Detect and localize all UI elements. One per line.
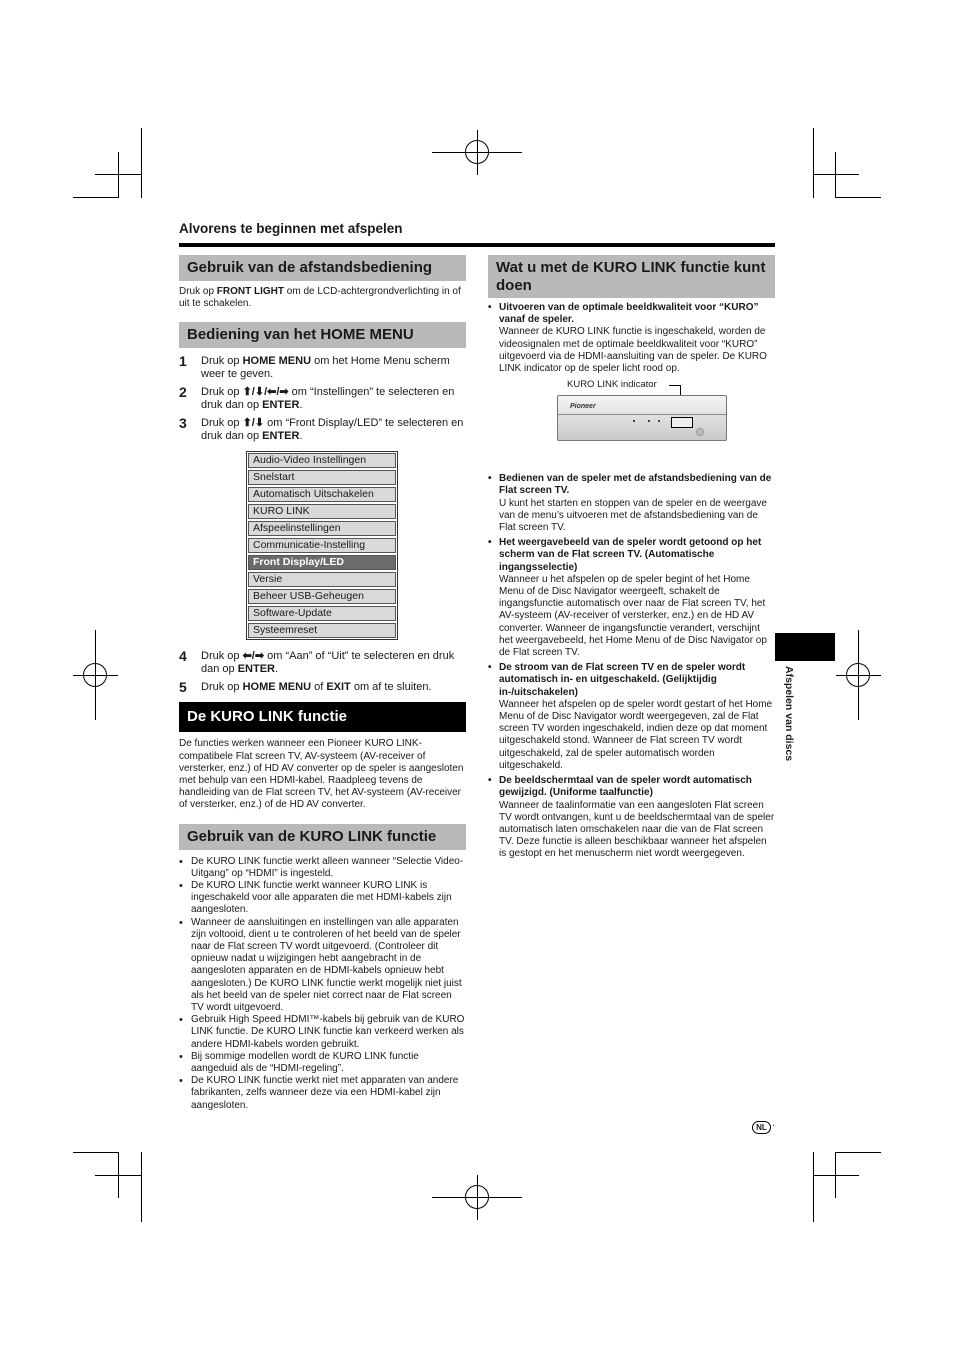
page-dot: · bbox=[772, 1120, 776, 1131]
chapter-tab-label: Afspelen van discs bbox=[783, 666, 795, 762]
crop-mark bbox=[835, 1152, 881, 1153]
arrow-keys-icon: ⬆/⬇ bbox=[242, 417, 265, 430]
chapter-tab bbox=[775, 633, 835, 661]
kuro-usage-list bbox=[179, 856, 466, 1112]
remote-text: Druk op FRONT LIGHT om de LCD-achtergrondverlichting in of uit te schakelen. bbox=[179, 286, 461, 310]
kuro-link-indicator-icon bbox=[671, 417, 693, 428]
registration-circle bbox=[465, 1185, 489, 1209]
step-1: 1 Druk op HOME MENU om het Home Menu scherm weer te geven. bbox=[179, 353, 450, 381]
menu-item-selected: Front Display/LED bbox=[248, 555, 396, 570]
registration-circle bbox=[846, 663, 870, 687]
arrow-keys-icon: ⬅/➡ bbox=[242, 650, 265, 663]
top-rule bbox=[179, 243, 775, 247]
menu-item: Afspeelinstellingen bbox=[248, 521, 396, 536]
step-2: 2 Druk op ⬆/⬇/⬅/➡ om “Instellingen” te selecteren en druk dan op ENTER. bbox=[179, 384, 455, 412]
language-badge: NL bbox=[752, 1121, 771, 1134]
device-illustration bbox=[499, 379, 775, 467]
list-item: • De KURO LINK functie werkt niet met apparaten van andere fabrikanten, zelfs wanneer deze via een HDMI-kabel zijn aangesloten. bbox=[179, 1075, 466, 1112]
crop-mark bbox=[118, 152, 119, 198]
list-item: • Het weergavebeeld van de speler wordt getoond op het scherm van de Flat screen TV. (Automatische ingangsselectie) Wanneer u het afspelen op de speler begint of het Home Menu of de Disc Navigator weergeeft, schakelt de ingangsfunctie automatisch over naar de Flat screen TV, het AV-systeem (AV-receiver of versterker, enz.) en de HD AV converter. Wanneer de ingangsfunctie verandert, verschijnt het weergavebeeld, het Home Menu of de Disc Navigator op de Flat screen TV. bbox=[488, 537, 775, 659]
right-column bbox=[488, 255, 775, 864]
left-column bbox=[179, 255, 466, 1112]
menu-item: Systeemreset bbox=[248, 623, 396, 638]
menu-item: Communicatie-Instelling bbox=[248, 538, 396, 553]
list-item: • Uitvoeren van de optimale beeldkwaliteit voor “KURO” vanaf de speler. Wanneer de KURO LINK functie is ingeschakeld, worden de videosignalen met de optimale beeldkwaliteit voor “KURO” uitgevoerd via de HDMI-aansluiting van de speler. De KURO LINK indicator op de speler licht rood op. KURO LINK indicator Pioneer bbox=[488, 302, 775, 467]
list-item: • De KURO LINK functie werkt wanneer KURO LINK is ingeschakeld voor alle apparaten die met HDMI-kabels zijn aangesloten. bbox=[179, 880, 466, 917]
knob-icon bbox=[696, 428, 704, 436]
crop-mark bbox=[118, 1152, 119, 1198]
menu-item: Snelstart bbox=[248, 470, 396, 485]
crop-mark bbox=[813, 1152, 814, 1222]
kuro-can-do-heading: Wat u met de KURO LINK functie kunt doen bbox=[488, 255, 775, 298]
kuro-usage-heading: Gebruik van de KURO LINK functie bbox=[179, 824, 466, 850]
crop-mark bbox=[73, 1152, 119, 1153]
crop-mark bbox=[813, 174, 859, 175]
crop-mark bbox=[835, 197, 881, 198]
crop-mark bbox=[141, 1152, 142, 1222]
menu-item: Beheer USB-Geheugen bbox=[248, 589, 396, 604]
kuro-link-indicator-label: KURO LINK indicator bbox=[567, 379, 657, 391]
pioneer-logo: Pioneer bbox=[570, 403, 596, 411]
remote-heading: Gebruik van de afstandsbediening bbox=[179, 255, 466, 281]
registration-circle bbox=[465, 140, 489, 164]
arrow-keys-icon: ⬆/⬇/⬅/➡ bbox=[242, 386, 289, 399]
kuro-function-text: De functies werken wanneer een Pioneer KURO LINK-compatibele Flat screen TV, AV-systeem (AV-receiver of versterker, enz.) of HD AV converter op de speler is aangesloten met behulp van een HDMI-kabel. Raadpleeg tevens de handleiding van de Flat screen TV, het AV-systeem (AV-receiver of versterker, enz.) of de HD AV converter. bbox=[179, 738, 464, 811]
menu-item: Software-Update bbox=[248, 606, 396, 621]
list-item: • De KURO LINK functie werkt alleen wanneer “Selectie Video-Uitgang” op “HDMI” is ingesteld. bbox=[179, 856, 466, 880]
kuro-can-do-list bbox=[488, 302, 775, 861]
list-item: • De beeldschermtaal van de speler wordt automatisch gewijzigd. (Uniforme taalfunctie) Wanneer de taalinformatie van een aangesloten Flat screen TV wordt ontvangen, kunt u de beeldschermtaal van de speler automatisch laten omschakelen naar die van de Flat screen TV. Deze functie is alleen beschikbaar wanneer het afspelen is gestopt en het menuscherm niet wordt weergegeven. bbox=[488, 775, 775, 860]
crop-mark bbox=[835, 1152, 836, 1198]
home-menu-steps-2 bbox=[179, 650, 466, 694]
menu-item: KURO LINK bbox=[248, 504, 396, 519]
settings-menu bbox=[246, 451, 398, 640]
menu-item: Automatisch Uitschakelen bbox=[248, 487, 396, 502]
list-item: • Wanneer de aansluitingen en instellingen van alle apparaten zijn voltooid, dient u te controleren of het beeld van de speler naar de Flat screen TV wordt uitgevoerd. (Controleer dit opnieuw nadat u wijzigingen hebt aangebracht in de aangesloten apparaten en de HDMI-kabels opnieuw hebt aangesloten.) De KURO LINK functie werkt mogelijk niet juist als het beeld van de speler niet correct naar de Flat screen TV wordt uitgevoerd. bbox=[179, 917, 466, 1015]
kuro-function-heading: De KURO LINK functie bbox=[179, 702, 466, 732]
player-front-panel bbox=[557, 395, 727, 441]
crop-mark bbox=[73, 197, 119, 198]
step-4: 4 Druk op ⬅/➡ om “Aan” of “Uit” te selecteren en druk dan op ENTER. bbox=[179, 648, 455, 676]
registration-circle bbox=[83, 663, 107, 687]
crop-mark bbox=[813, 1175, 859, 1176]
list-item: • De stroom van de Flat screen TV en de speler wordt automatisch in- en uitgeschakeld. (Gelijktijdig in-/uitschakelen) Wanneer het afspelen op de speler wordt gestart of het Home Menu of de Disc Navigator wordt weergegeven, zal de Flat screen TV worden ingeschakeld, indien deze op dat moment uitgeschakeld stond. Wanneer de Flat screen TV wordt uitgeschakeld, zal de speler automatisch worden uitgeschakeld. bbox=[488, 662, 775, 772]
list-item: • Gebruik High Speed HDMI™-kabels bij gebruik van de KURO LINK functie. De KURO LINK functie kan verkeerd werken als andere HDMI-kabels worden gebruikt. bbox=[179, 1014, 466, 1051]
list-item: • Bedienen van de speler met de afstandsbediening van de Flat screen TV. U kunt het starten en stoppen van de speler en de weergave van de menu’s uitvoeren met de afstandsbediening van de Flat screen TV. bbox=[488, 473, 775, 534]
crop-mark bbox=[141, 128, 142, 198]
step-3: 3 Druk op ⬆/⬇ om “Front Display/LED” te selecteren en druk dan op ENTER. bbox=[179, 415, 464, 443]
crop-mark bbox=[835, 152, 836, 198]
section-label: Alvorens te beginnen met afspelen bbox=[179, 221, 403, 236]
list-item: • Bij sommige modellen wordt de KURO LINK functie aangeduid als de “HDMI-regeling”. bbox=[179, 1051, 466, 1075]
crop-mark bbox=[813, 128, 814, 198]
home-menu-heading: Bediening van het HOME MENU bbox=[179, 322, 466, 348]
menu-item: Audio-Video Instellingen bbox=[248, 453, 396, 468]
step-5: 5 Druk op HOME MENU of EXIT om af te sluiten. bbox=[179, 679, 432, 696]
menu-item: Versie bbox=[248, 572, 396, 587]
home-menu-steps bbox=[179, 355, 466, 443]
